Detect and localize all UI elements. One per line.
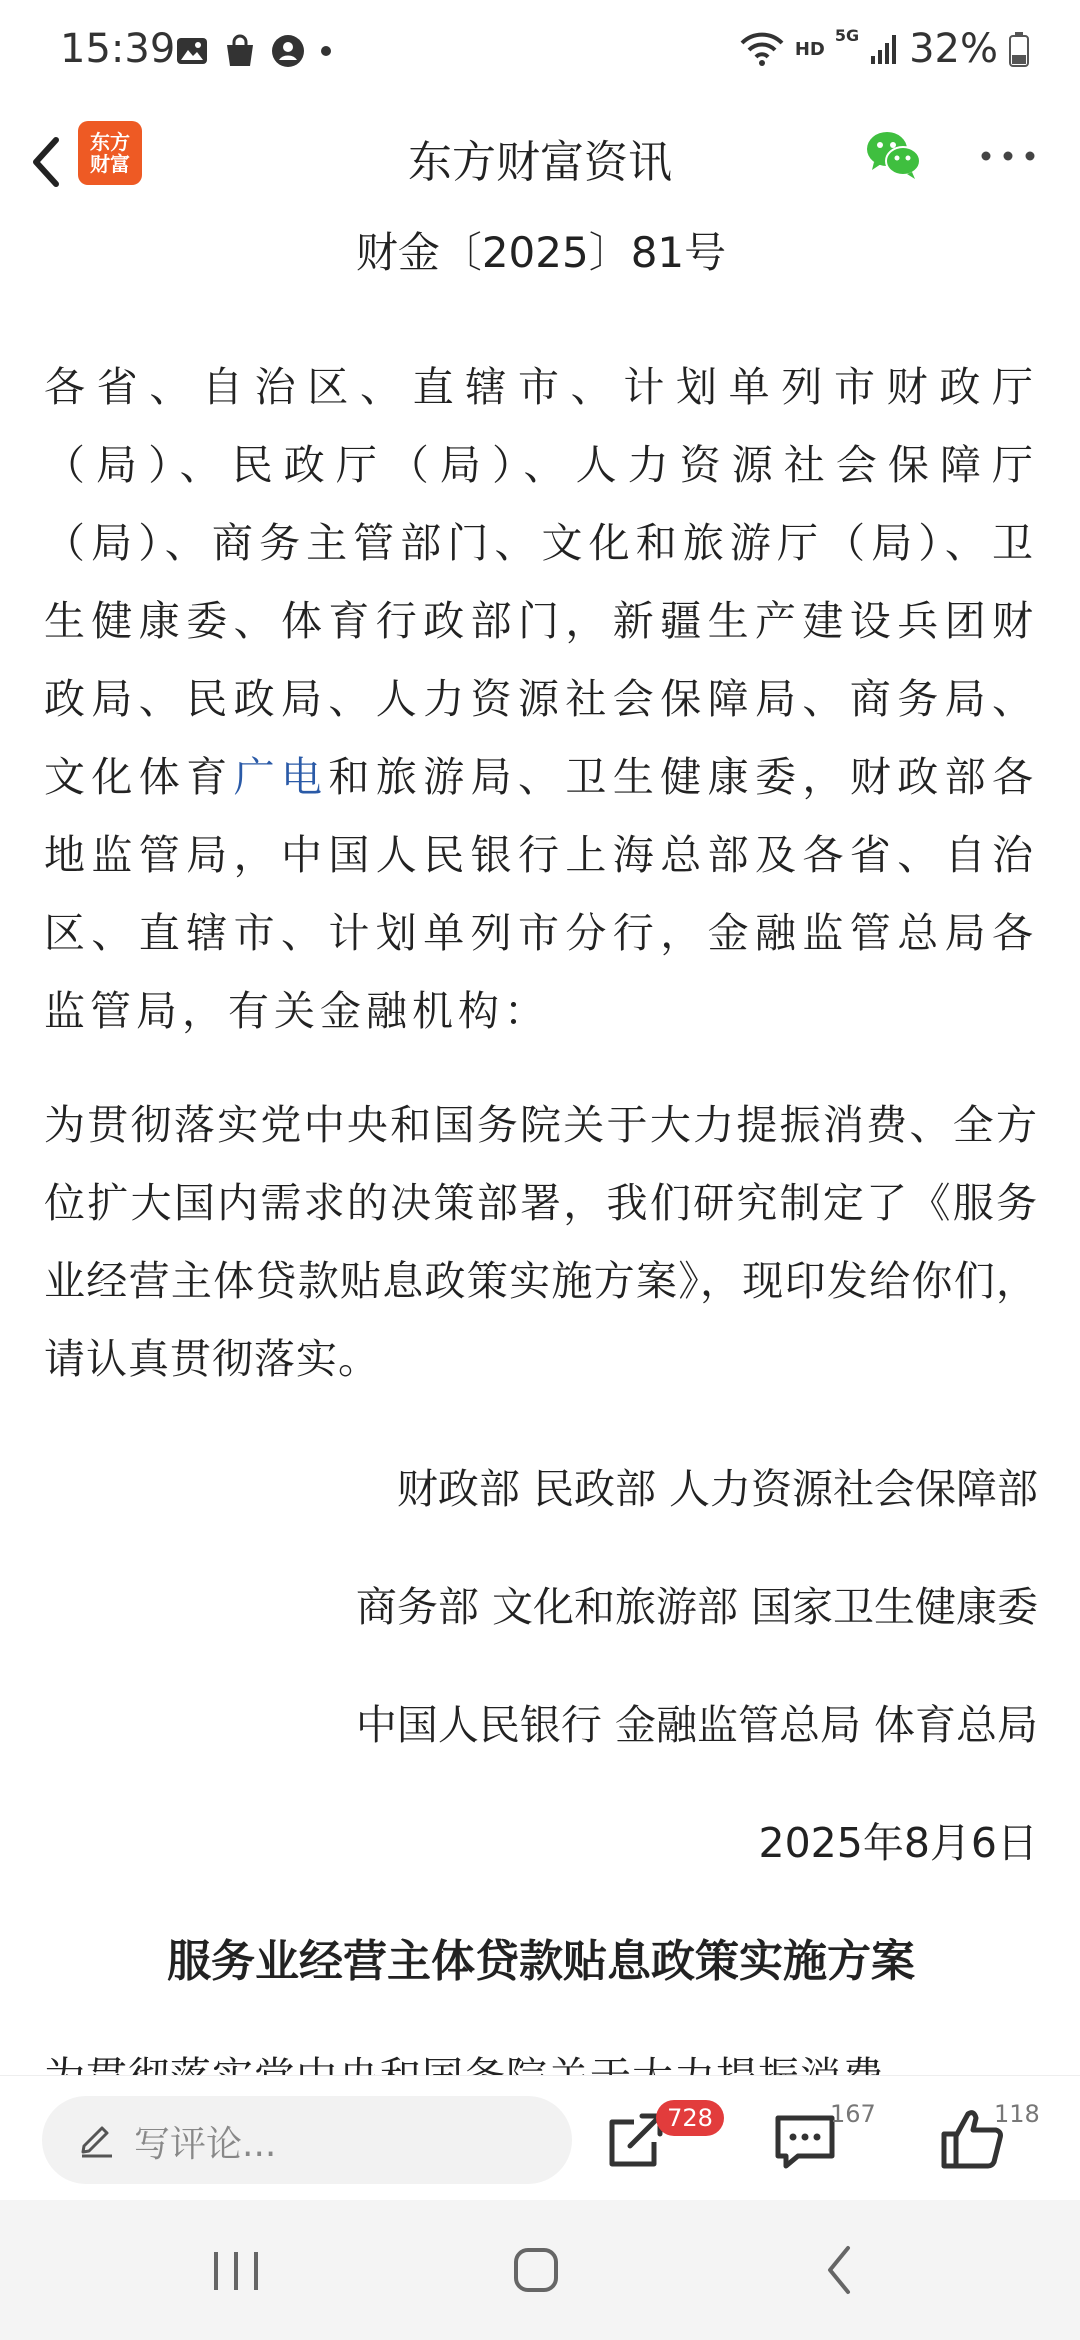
comment-input[interactable] <box>42 2096 572 2184</box>
document-date: 2025年8月6日 <box>758 1819 1038 1867</box>
recent-apps-icon[interactable] <box>196 2240 276 2300</box>
gallery-icon <box>175 35 209 67</box>
p1-text-before: 各省、自治区、直辖市、计划单列市财政厅（局）、民政厅（局）、人力资源社会保障厅（局）、商务主管部门、文化和旅游厅（局）、卫生健康委、体育行政部门，新疆生产建设兵团财政局、民政局、人力资源社会保障局、商务局、文化体育 <box>44 363 1038 801</box>
account-icon <box>271 34 305 68</box>
signatory-line: 中国人民银行 金融监管总局 体育总局 <box>355 1701 1038 1749</box>
system-nav-bar <box>0 2200 1080 2340</box>
guangdian-link[interactable]: 广电 <box>233 753 329 801</box>
logo-line-1: 东方 <box>90 130 130 154</box>
status-time: 15:39 <box>60 26 176 72</box>
signatory-line: 财政部 民政部 人力资源社会保障部 <box>396 1465 1038 1513</box>
notice-paragraph: 为贯彻落实党中央和国务院关于大力提振消费、全方位扩大国内需求的决策部署，我们研究制定了《服务业经营主体贷款贴息政策实施方案》，现印发给你们，请认真贯彻落实。 <box>44 1101 1038 1383</box>
wechat-icon[interactable] <box>862 124 924 186</box>
pencil-icon <box>76 2118 116 2158</box>
page-title: 东方财富资讯 <box>408 137 672 188</box>
article-body <box>44 218 1038 2073</box>
comment-count: 167 <box>830 2100 876 2128</box>
notification-icons <box>175 34 333 68</box>
section-title: 服务业经营主体贷款贴息政策实施方案 <box>167 1936 915 1987</box>
hd-label: HD <box>794 38 825 60</box>
like-count: 118 <box>994 2100 1040 2128</box>
home-icon[interactable] <box>496 2240 576 2300</box>
battery-icon <box>1008 31 1030 67</box>
p1-text-after: 和旅游局、卫生健康委，财政部各地监管局，中国人民银行上海总部及各省、自治区、直辖市、计划单列市分行，金融监管总局各监管局，有关金融机构： <box>44 753 1039 1035</box>
bottom-action-bar <box>0 2075 1080 2201</box>
app-header <box>0 108 1080 216</box>
status-bar <box>0 0 1080 108</box>
signatory-line: 商务部 文化和旅游部 国家卫生健康委 <box>355 1583 1038 1631</box>
comment-placeholder: 写评论... <box>134 2124 277 2165</box>
share-count-badge: 728 <box>656 2100 724 2136</box>
document-number: 财金〔2025〕81号 <box>355 228 727 277</box>
dot-icon <box>319 44 333 58</box>
logo-line-2: 财富 <box>90 152 130 176</box>
status-right <box>739 26 1030 72</box>
addressee-paragraph <box>44 348 1038 1050</box>
nav-back-icon[interactable] <box>800 2240 880 2300</box>
shopping-bag-icon <box>223 34 257 68</box>
wifi-icon <box>739 31 785 67</box>
more-icon[interactable] <box>978 136 1038 176</box>
signal-icon <box>869 32 899 66</box>
network-gen-label: 5G <box>834 26 860 45</box>
battery-percent: 32% <box>909 26 998 72</box>
